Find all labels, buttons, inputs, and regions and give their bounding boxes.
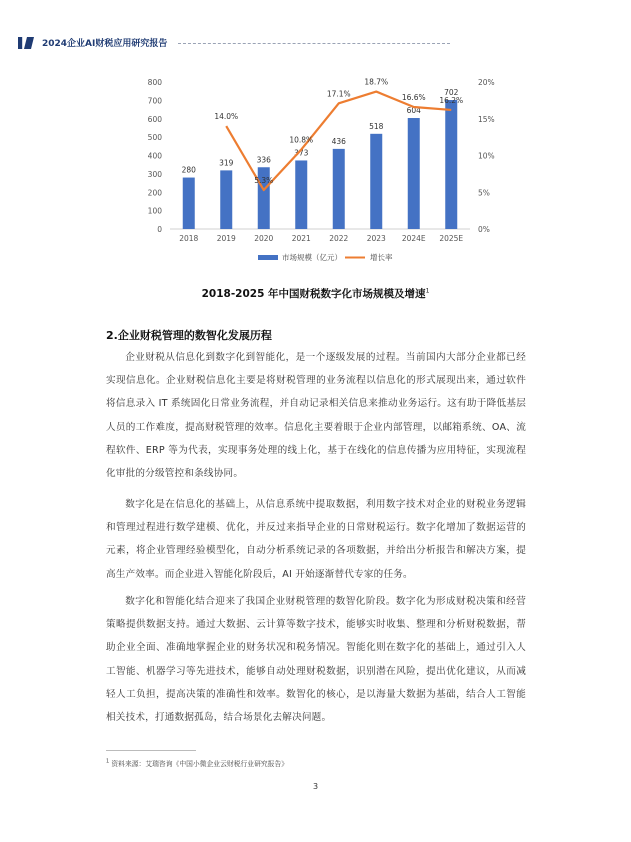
bar xyxy=(183,178,195,229)
x-tick-label: 2020 xyxy=(254,234,274,243)
footnote-text: 资料来源：艾瑞咨询《中国小微企业云财税行业研究报告》 xyxy=(111,760,289,768)
footnote-divider xyxy=(106,750,196,751)
bar-value-label: 702 xyxy=(444,88,459,98)
chart-title: 2018-2025 年中国财税数字化市场规模及增速 xyxy=(201,288,426,300)
paragraph-digital-intelligence: 数字化和智能化结合迎来了我国企业财税管理的数智化阶段。数字化为形成财税决策和经营策略提供数据支持。通过大数据、云计算等数字技术，能够实时收集、整理和分析财税数据，帮助企业全面、准确地掌握企业的财务状况和税务情况。智能化则在数字化的基础上，通过引入人工智能、机器学习等先进技术，能够自动处理财税数据，识别潜在风险，提出优化建议，从而减轻人工负担，提高决策的准确性和效率。数智化的核心，是以海量大数据为基础，结合人工智能相关技术，打通数据孤岛，结合场景化去解决问题。 xyxy=(106,596,526,724)
y-right-tick-label: 5% xyxy=(478,188,490,198)
legend-label-bar: 市场规模（亿元） xyxy=(282,253,342,262)
growth-rate-label: 16.6% xyxy=(401,92,426,102)
header-divider xyxy=(178,43,450,44)
bar xyxy=(370,134,382,229)
y-right-tick-label: 20% xyxy=(478,78,495,87)
y-left-tick-label: 100 xyxy=(147,206,162,216)
bar-value-label: 319 xyxy=(219,158,234,168)
y-right-tick-label: 15% xyxy=(478,114,495,124)
x-tick-label: 2023 xyxy=(366,234,386,243)
x-tick-label: 2019 xyxy=(216,234,236,243)
growth-rate-label: 5.3% xyxy=(254,176,274,186)
y-left-tick-label: 200 xyxy=(147,188,162,198)
bar-value-label: 436 xyxy=(331,136,346,146)
bar-value-label: 336 xyxy=(256,155,271,165)
y-right-tick-label: 10% xyxy=(478,151,495,161)
y-left-tick-label: 700 xyxy=(147,96,162,106)
y-left-tick-label: 500 xyxy=(147,133,162,143)
growth-rate-label: 18.7% xyxy=(364,77,389,87)
y-right-tick-label: 0% xyxy=(478,225,490,234)
chart-svg xyxy=(130,72,510,272)
section-title: 2.企业财税管理的数智化发展历程 xyxy=(106,329,272,342)
logo-icon-slash xyxy=(24,37,34,49)
growth-rate-label: 17.1% xyxy=(326,89,351,99)
y-left-tick-label: 600 xyxy=(147,114,162,124)
paragraph-digitalization: 数字化是在信息化的基础上，从信息系统中提取数据，利用数字技术对企业的财税业务逻辑和管理过程进行数学建模、优化，并反过来指导企业的日常财税运行。数字化增加了数据运营的元素，将企业管理经验模型化，自动分析系统记录的各项数据，并给出分析报告和解决方案，提高生产效率。而企业进入智能化阶段后，AI 开始逐渐替代专家的任务。 xyxy=(106,499,526,580)
growth-rate-label: 10.8% xyxy=(289,135,314,145)
x-tick-label: 2021 xyxy=(291,234,311,243)
chart-caption xyxy=(0,286,631,301)
page-number: 3 xyxy=(312,782,319,791)
footnote-marker: 1 xyxy=(106,758,110,765)
chart-title-footnote-marker: 1 xyxy=(425,287,430,295)
y-left-tick-label: 800 xyxy=(147,78,162,87)
legend-label-line: 增长率 xyxy=(370,253,393,262)
page-header xyxy=(18,36,438,50)
bar xyxy=(333,149,345,229)
legend-swatch-bar xyxy=(258,255,278,260)
growth-rate-label: 16.2% xyxy=(439,95,464,105)
paragraph-informatization: 企业财税从信息化到数字化到智能化，是一个逐级发展的过程。当前国内大部分企业都已经实现信息化。企业财税信息化主要是将财税管理的业务流程以信息化的形式展现出来，通过软件将信息录入 IT 系统固化日常业务流程，并自动记录相关信息来推动业务运行。这有助于降低基层人员的工作难度，提高财税管理的效率。信息化主要着眼于企业内部管理，以邮箱系统、OA、流程软件、ERP 等为代表，实现事务处理的线上化，基于在线化的信息传播为应用特征，实现流程化审批的分级管控和条线协同。 xyxy=(106,352,526,480)
y-left-tick-label: 300 xyxy=(147,169,162,179)
y-left-tick-label: 400 xyxy=(147,151,162,161)
x-tick-label: 2024E xyxy=(401,234,426,243)
bar-value-label: 280 xyxy=(181,165,196,175)
y-left-tick-label: 0 xyxy=(157,225,162,234)
bar xyxy=(408,118,420,229)
header-title: 2024企业AI财税应用研究报告 xyxy=(42,39,168,49)
bar-value-label: 518 xyxy=(369,121,384,131)
x-tick-label: 2025E xyxy=(439,234,464,243)
x-tick-label: 2022 xyxy=(329,234,349,243)
bar xyxy=(295,160,307,229)
bar xyxy=(445,100,457,229)
footnote xyxy=(106,758,288,768)
bar-value-label: 373 xyxy=(294,148,309,158)
market-size-chart xyxy=(130,72,510,272)
bar-value-label: 604 xyxy=(406,106,421,116)
bar xyxy=(220,170,232,229)
x-tick-label: 2018 xyxy=(179,234,199,243)
growth-rate-label: 14.0% xyxy=(214,112,239,122)
